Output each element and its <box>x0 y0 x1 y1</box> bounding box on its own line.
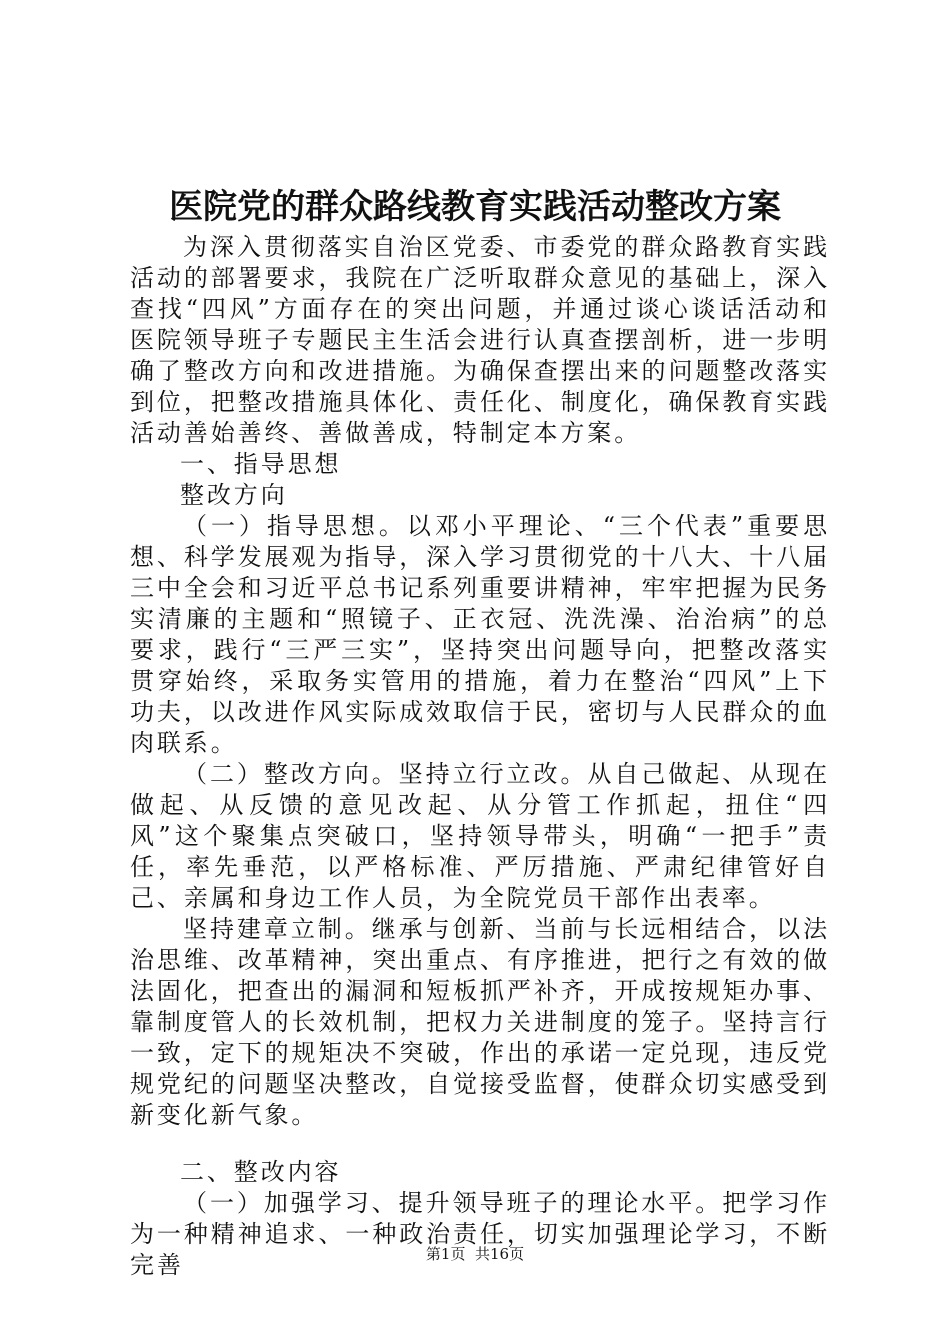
page-number: 第1页 共16页 <box>425 1245 525 1263</box>
subheading-direction: 整改方向 <box>180 481 288 509</box>
system-paragraph: 坚持建章立制。继承与创新、当前与长远相结合，以法治思维、改革精神，突出重点、有序推进，把行之有效的做法固化，把查出的漏洞和短板抓严补齐，开成按规矩办事、靠制度管人的长效机制，把权力关进制度的笼子。坚持言行一致，定下的规矩决不突破，作出的承诺一定兑现，违反党规党纪的问题坚决整改，自觉接受监督，使群众切实感受到新变化新气象。 <box>130 915 830 1129</box>
direction-paragraph: （二）整改方向。坚持立行立改。从自己做起、从现在做起、从反馈的意见改起、从分管工作抓起，扭住“四风”这个聚集点突破口，坚持领导带头，明确“一把手”责任，率先垂范，以严格标准、严厉措施、严肃纪律管好自己、亲属和身边工作人员，为全院党员干部作出表率。 <box>130 760 830 912</box>
section-heading-guiding: 一、指导思想 <box>180 450 342 478</box>
document-title: 医院党的群众路线教育实践活动整改方案 <box>169 187 781 227</box>
intro-paragraph: 为深入贯彻落实自治区党委、市委党的群众路教育实践活动的部署要求，我院在广泛听取群众意见的基础上，深入查找“四风”方面存在的突出问题，并通过谈心谈话活动和医院领导班子专题民主生活会进行认真查摆剖析，进一步明确了整改方向和改进措施。为确保查摆出来的问题整改落实到位，把整改措施具体化、责任化、制度化，确保教育实践活动善始善终、善做善成，特制定本方案。 <box>130 233 830 447</box>
study-paragraph: （一）加强学习、提升领导班子的理论水平。把学习作为一种精神追求、一种政治责任，切实加强理论学习，不断完善 <box>130 1189 830 1279</box>
document-body <box>130 232 830 1281</box>
guiding-paragraph: （一）指导思想。以邓小平理论、“三个代表”重要思想、科学发展观为指导，深入学习贯彻党的十八大、十八届三中全会和习近平总书记系列重要讲精神，牢牢把握为民务实清廉的主题和“照镜子、正衣冠、洗洗澡、治治病”的总要求，践行“三严三实”，坚持突出问题导向，把整改落实贯穿始终，采取务实管用的措施，着力在整治“四风”上下功夫，以改进作风实际成效取信于民，密切与人民群众的血肉联系。 <box>130 512 830 757</box>
paragraph-gap <box>130 1131 830 1157</box>
section-heading-content: 二、整改内容 <box>180 1158 342 1186</box>
